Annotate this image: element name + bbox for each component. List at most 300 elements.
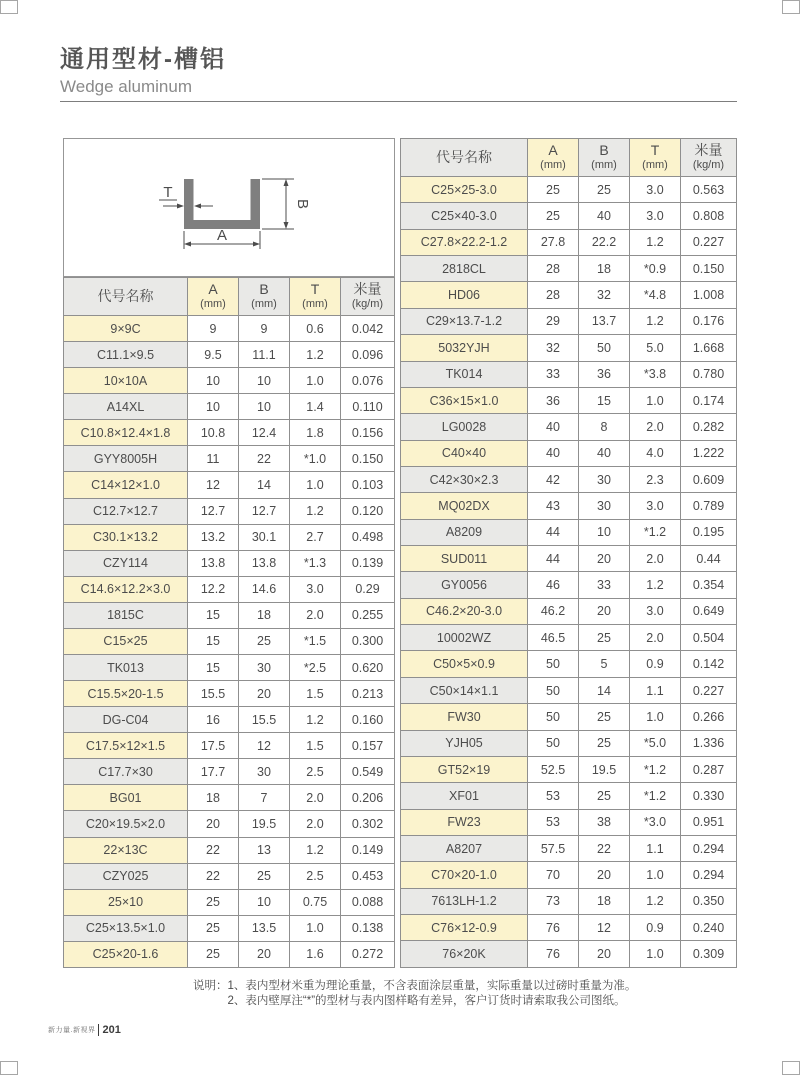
cell-b: 14.6 xyxy=(239,576,290,602)
cell-t: 5.0 xyxy=(630,335,681,361)
cell-t: 2.3 xyxy=(630,466,681,492)
header-divider xyxy=(60,101,737,102)
cell-t: *3.8 xyxy=(630,361,681,387)
cell-code-name: 25×10 xyxy=(64,889,188,915)
table-row xyxy=(401,546,737,572)
dim-label-a: A xyxy=(216,227,228,244)
cell-b: 14 xyxy=(579,677,630,703)
cell-b: 25 xyxy=(579,704,630,730)
cell-t: *1.0 xyxy=(290,446,341,472)
cell-b: 25 xyxy=(239,628,290,654)
cell-b: 25 xyxy=(579,783,630,809)
cell-weight: 0.309 xyxy=(681,941,737,968)
cell-code-name: C50×14×1.1 xyxy=(401,677,528,703)
cell-a: 57.5 xyxy=(528,835,579,861)
cell-b: 15 xyxy=(579,387,630,413)
table-row xyxy=(401,572,737,598)
table-row xyxy=(401,941,737,968)
table-row xyxy=(401,756,737,782)
cell-t: *2.5 xyxy=(290,655,341,681)
cell-b: 30.1 xyxy=(239,524,290,550)
cell-b: 10 xyxy=(579,519,630,545)
cell-a: 76 xyxy=(528,915,579,941)
table-row xyxy=(64,628,395,654)
note-line-2: 2、表内壁厚注“*”的型材与表内图样略有差异，客户订货时请索取我公司图纸。 xyxy=(227,995,626,1007)
cell-b: 8 xyxy=(579,414,630,440)
cell-weight: 0.138 xyxy=(341,915,395,941)
cell-code-name: C30.1×13.2 xyxy=(64,524,188,550)
table-row xyxy=(64,524,395,550)
table-row xyxy=(401,203,737,229)
table-row xyxy=(401,625,737,651)
cell-t: 2.5 xyxy=(290,863,341,889)
cell-b: 18 xyxy=(579,888,630,914)
cell-a: 73 xyxy=(528,888,579,914)
cell-b: 32 xyxy=(579,282,630,308)
cell-code-name: C11.1×9.5 xyxy=(64,342,188,368)
cell-t: 1.0 xyxy=(630,862,681,888)
cell-weight: 0.498 xyxy=(341,524,395,550)
cell-t: 1.2 xyxy=(630,572,681,598)
cell-t: 2.5 xyxy=(290,759,341,785)
cell-t: 2.0 xyxy=(630,546,681,572)
cell-code-name: 10×10A xyxy=(64,368,188,394)
cell-weight: 0.255 xyxy=(341,602,395,628)
table-row xyxy=(64,316,395,342)
cell-weight: 0.300 xyxy=(341,628,395,654)
cell-t: 2.7 xyxy=(290,524,341,550)
cell-b: 9 xyxy=(239,316,290,342)
cell-b: 14 xyxy=(239,472,290,498)
cell-weight: 0.302 xyxy=(341,811,395,837)
cell-b: 40 xyxy=(579,203,630,229)
cell-code-name: C10.8×12.4×1.8 xyxy=(64,420,188,446)
cell-weight: 0.549 xyxy=(341,759,395,785)
cell-a: 10.8 xyxy=(188,420,239,446)
cell-b: 22 xyxy=(239,446,290,472)
table-row xyxy=(401,387,737,413)
cell-weight: 0.266 xyxy=(681,704,737,730)
cell-b: 18 xyxy=(579,256,630,282)
table-row xyxy=(64,733,395,759)
cell-a: 25 xyxy=(528,203,579,229)
cell-a: 46.2 xyxy=(528,598,579,624)
cell-a: 22 xyxy=(188,863,239,889)
cell-b: 30 xyxy=(239,655,290,681)
cell-code-name: C15.5×20-1.5 xyxy=(64,681,188,707)
table-row xyxy=(64,707,395,733)
table-row xyxy=(64,785,395,811)
cell-weight: 0.176 xyxy=(681,308,737,334)
cell-weight: 0.195 xyxy=(681,519,737,545)
cell-code-name: C42×30×2.3 xyxy=(401,466,528,492)
page-header xyxy=(60,46,737,97)
cell-t: 3.0 xyxy=(630,493,681,519)
corner-mark xyxy=(0,0,18,14)
table-row xyxy=(401,730,737,756)
cell-weight: 0.29 xyxy=(341,576,395,602)
cell-code-name: 2818CL xyxy=(401,256,528,282)
cell-code-name: C25×20-1.6 xyxy=(64,941,188,967)
cell-t: 1.0 xyxy=(630,387,681,413)
dim-label-b: B xyxy=(294,198,311,210)
cell-code-name: GYY8005H xyxy=(64,446,188,472)
cell-code-name: C25×25-3.0 xyxy=(401,177,528,203)
table-row xyxy=(64,420,395,446)
table-row xyxy=(401,414,737,440)
cell-code-name: SUD011 xyxy=(401,546,528,572)
notes-label: 说明： xyxy=(193,980,228,992)
page-subtitle: Wedge aluminum xyxy=(60,77,192,96)
cell-t: 1.5 xyxy=(290,733,341,759)
cell-weight: 0.649 xyxy=(681,598,737,624)
cell-code-name: 10002WZ xyxy=(401,625,528,651)
cell-code-name: FW23 xyxy=(401,809,528,835)
cell-t: 2.0 xyxy=(290,785,341,811)
cell-code-name: C76×12-0.9 xyxy=(401,915,528,941)
cell-code-name: DG-C04 xyxy=(64,707,188,733)
corner-mark xyxy=(782,1061,800,1075)
channel-cross-section xyxy=(64,139,394,276)
cell-b: 13.7 xyxy=(579,308,630,334)
table-row xyxy=(401,598,737,624)
cell-t: 1.0 xyxy=(290,368,341,394)
cell-b: 25 xyxy=(579,730,630,756)
table-row xyxy=(64,394,395,420)
table-row xyxy=(401,229,737,255)
cell-b: 22 xyxy=(579,835,630,861)
cell-t: *5.0 xyxy=(630,730,681,756)
table-row xyxy=(64,550,395,576)
cell-code-name: LG0028 xyxy=(401,414,528,440)
header-a: A (mm) xyxy=(528,139,579,177)
cell-b: 38 xyxy=(579,809,630,835)
cell-a: 25 xyxy=(188,941,239,967)
cell-b: 18 xyxy=(239,602,290,628)
cell-t: 1.4 xyxy=(290,394,341,420)
table-row xyxy=(401,783,737,809)
cell-t: *1.2 xyxy=(630,756,681,782)
cell-code-name: 76×20K xyxy=(401,941,528,968)
cell-code-name: GY0056 xyxy=(401,572,528,598)
cell-weight: 0.150 xyxy=(681,256,737,282)
page-footer xyxy=(48,1024,121,1036)
cell-t: 1.8 xyxy=(290,420,341,446)
cell-weight: 0.227 xyxy=(681,677,737,703)
header-t: T (mm) xyxy=(290,278,341,316)
table-row xyxy=(401,915,737,941)
cell-weight: 0.213 xyxy=(341,681,395,707)
profile-diagram xyxy=(63,138,395,277)
cell-b: 20 xyxy=(579,546,630,572)
cell-t: 0.9 xyxy=(630,915,681,941)
cell-a: 13.8 xyxy=(188,550,239,576)
cell-weight: 0.206 xyxy=(341,785,395,811)
cell-weight: 0.272 xyxy=(341,941,395,967)
table-row xyxy=(401,256,737,282)
cell-weight: 0.453 xyxy=(341,863,395,889)
cell-weight: 1.008 xyxy=(681,282,737,308)
table-row xyxy=(64,941,395,967)
table-row xyxy=(64,368,395,394)
cell-b: 25 xyxy=(239,863,290,889)
cell-weight: 0.330 xyxy=(681,783,737,809)
cell-a: 27.8 xyxy=(528,229,579,255)
cell-a: 20 xyxy=(188,811,239,837)
cell-a: 70 xyxy=(528,862,579,888)
cell-code-name: MQ02DX xyxy=(401,493,528,519)
table-row xyxy=(64,342,395,368)
table-row xyxy=(64,498,395,524)
cell-b: 13.5 xyxy=(239,915,290,941)
cell-code-name: GT52×19 xyxy=(401,756,528,782)
cell-code-name: C25×13.5×1.0 xyxy=(64,915,188,941)
cell-t: *1.2 xyxy=(630,519,681,545)
cell-code-name: TK013 xyxy=(64,655,188,681)
cell-t: *4.8 xyxy=(630,282,681,308)
cell-weight: 0.156 xyxy=(341,420,395,446)
cell-code-name: C14.6×12.2×3.0 xyxy=(64,576,188,602)
table-row xyxy=(401,704,737,730)
cell-code-name: C17.7×30 xyxy=(64,759,188,785)
cell-a: 46.5 xyxy=(528,625,579,651)
cell-code-name: TK014 xyxy=(401,361,528,387)
cell-weight: 0.354 xyxy=(681,572,737,598)
cell-a: 25 xyxy=(188,889,239,915)
cell-t: 1.2 xyxy=(630,888,681,914)
cell-code-name: A14XL xyxy=(64,394,188,420)
cell-weight: 0.157 xyxy=(341,733,395,759)
cell-a: 15 xyxy=(188,602,239,628)
cell-weight: 0.240 xyxy=(681,915,737,941)
cell-t: 1.0 xyxy=(290,472,341,498)
cell-a: 46 xyxy=(528,572,579,598)
cell-t: 1.0 xyxy=(290,915,341,941)
cell-b: 25 xyxy=(579,625,630,651)
cell-weight: 0.142 xyxy=(681,651,737,677)
cell-a: 17.5 xyxy=(188,733,239,759)
cell-a: 44 xyxy=(528,519,579,545)
table-row xyxy=(401,862,737,888)
table-row xyxy=(64,681,395,707)
cell-code-name: C36×15×1.0 xyxy=(401,387,528,413)
left-spec-table xyxy=(63,277,395,968)
cell-weight: 0.808 xyxy=(681,203,737,229)
cell-a: 9 xyxy=(188,316,239,342)
cell-b: 33 xyxy=(579,572,630,598)
cell-t: 2.0 xyxy=(630,414,681,440)
cell-a: 22 xyxy=(188,837,239,863)
table-row xyxy=(401,466,737,492)
cell-a: 18 xyxy=(188,785,239,811)
cell-code-name: A8207 xyxy=(401,835,528,861)
channel-shape xyxy=(184,179,260,229)
cell-b: 20 xyxy=(579,862,630,888)
cell-b: 12 xyxy=(579,915,630,941)
cell-t: 3.0 xyxy=(630,598,681,624)
cell-code-name: XF01 xyxy=(401,783,528,809)
table-row xyxy=(64,655,395,681)
cell-code-name: 5032YJH xyxy=(401,335,528,361)
cell-a: 28 xyxy=(528,282,579,308)
table-row xyxy=(401,651,737,677)
table-row xyxy=(401,361,737,387)
cell-b: 7 xyxy=(239,785,290,811)
cell-t: 1.2 xyxy=(630,229,681,255)
cell-b: 13 xyxy=(239,837,290,863)
header-code-name: 代号名称 xyxy=(64,278,188,316)
cell-weight: 0.350 xyxy=(681,888,737,914)
cell-t: 1.1 xyxy=(630,677,681,703)
cell-weight: 0.951 xyxy=(681,809,737,835)
table-row xyxy=(64,472,395,498)
header-a: A (mm) xyxy=(188,278,239,316)
cell-weight: 0.110 xyxy=(341,394,395,420)
cell-a: 15 xyxy=(188,628,239,654)
table-row xyxy=(64,576,395,602)
cell-a: 52.5 xyxy=(528,756,579,782)
cell-t: 1.0 xyxy=(630,941,681,968)
cell-weight: 0.563 xyxy=(681,177,737,203)
cell-code-name: BG01 xyxy=(64,785,188,811)
cell-weight: 0.789 xyxy=(681,493,737,519)
cell-t: 1.6 xyxy=(290,941,341,967)
cell-a: 53 xyxy=(528,783,579,809)
table-row xyxy=(401,809,737,835)
cell-b: 19.5 xyxy=(579,756,630,782)
cell-b: 19.5 xyxy=(239,811,290,837)
table-row xyxy=(401,308,737,334)
cell-t: 1.0 xyxy=(630,704,681,730)
cell-a: 53 xyxy=(528,809,579,835)
cell-a: 44 xyxy=(528,546,579,572)
cell-code-name: YJH05 xyxy=(401,730,528,756)
cell-b: 10 xyxy=(239,889,290,915)
cell-a: 12 xyxy=(188,472,239,498)
header-code-name: 代号名称 xyxy=(401,139,528,177)
page-number: 201 xyxy=(102,1024,121,1036)
cell-weight: 1.222 xyxy=(681,440,737,466)
footer-brand: 新力量.新视界 xyxy=(48,1027,96,1034)
cell-a: 16 xyxy=(188,707,239,733)
cell-weight: 0.294 xyxy=(681,862,737,888)
corner-mark xyxy=(0,1061,18,1075)
corner-mark xyxy=(782,0,800,14)
table-row xyxy=(401,282,737,308)
cell-t: 1.5 xyxy=(290,681,341,707)
cell-t: *1.2 xyxy=(630,783,681,809)
cell-a: 29 xyxy=(528,308,579,334)
cell-b: 10 xyxy=(239,394,290,420)
cell-t: 3.0 xyxy=(290,576,341,602)
cell-weight: 0.088 xyxy=(341,889,395,915)
table-row xyxy=(401,335,737,361)
cell-t: 1.2 xyxy=(290,342,341,368)
cell-b: 20 xyxy=(239,681,290,707)
cell-a: 10 xyxy=(188,368,239,394)
cell-weight: 0.609 xyxy=(681,466,737,492)
cell-a: 12.2 xyxy=(188,576,239,602)
cell-weight: 0.174 xyxy=(681,387,737,413)
cell-code-name: C17.5×12×1.5 xyxy=(64,733,188,759)
cell-t: 3.0 xyxy=(630,203,681,229)
cell-a: 40 xyxy=(528,440,579,466)
cell-b: 5 xyxy=(579,651,630,677)
cell-b: 13.8 xyxy=(239,550,290,576)
cell-code-name: C70×20-1.0 xyxy=(401,862,528,888)
cell-code-name: C25×40-3.0 xyxy=(401,203,528,229)
cell-code-name: 22×13C xyxy=(64,837,188,863)
cell-a: 15.5 xyxy=(188,681,239,707)
cell-b: 25 xyxy=(579,177,630,203)
cell-a: 32 xyxy=(528,335,579,361)
cell-b: 12.7 xyxy=(239,498,290,524)
cell-b: 30 xyxy=(579,493,630,519)
cell-a: 50 xyxy=(528,730,579,756)
cell-t: 4.0 xyxy=(630,440,681,466)
cell-t: *1.3 xyxy=(290,550,341,576)
table-row xyxy=(64,915,395,941)
cell-t: *1.5 xyxy=(290,628,341,654)
cell-t: 1.2 xyxy=(630,308,681,334)
cell-a: 50 xyxy=(528,704,579,730)
table-row xyxy=(64,863,395,889)
table-row xyxy=(401,177,737,203)
cell-weight: 0.042 xyxy=(341,316,395,342)
cell-code-name: C50×5×0.9 xyxy=(401,651,528,677)
cell-code-name: 9×9C xyxy=(64,316,188,342)
cell-t: 2.0 xyxy=(630,625,681,651)
notes xyxy=(193,979,636,1009)
cell-weight: 0.096 xyxy=(341,342,395,368)
cell-t: 0.6 xyxy=(290,316,341,342)
cell-a: 17.7 xyxy=(188,759,239,785)
cell-weight: 0.120 xyxy=(341,498,395,524)
page-title: 通用型材-槽铝 xyxy=(60,46,226,73)
cell-a: 15 xyxy=(188,655,239,681)
table-row xyxy=(64,446,395,472)
table-header-row xyxy=(401,139,737,177)
cell-a: 42 xyxy=(528,466,579,492)
cell-a: 10 xyxy=(188,394,239,420)
cell-b: 20 xyxy=(579,598,630,624)
cell-code-name: A8209 xyxy=(401,519,528,545)
cell-a: 12.7 xyxy=(188,498,239,524)
table-row xyxy=(401,888,737,914)
table-row xyxy=(401,493,737,519)
cell-t: *3.0 xyxy=(630,809,681,835)
cell-a: 76 xyxy=(528,941,579,968)
cell-t: *0.9 xyxy=(630,256,681,282)
cell-a: 9.5 xyxy=(188,342,239,368)
table-row xyxy=(64,889,395,915)
dim-label-t: T xyxy=(163,184,173,201)
table-row xyxy=(401,519,737,545)
table-header-row xyxy=(64,278,395,316)
cell-b: 12.4 xyxy=(239,420,290,446)
cell-code-name: C15×25 xyxy=(64,628,188,654)
cell-weight: 0.287 xyxy=(681,756,737,782)
cell-weight: 0.139 xyxy=(341,550,395,576)
cell-weight: 0.504 xyxy=(681,625,737,651)
cell-t: 0.75 xyxy=(290,889,341,915)
cell-weight: 0.294 xyxy=(681,835,737,861)
cell-a: 13.2 xyxy=(188,524,239,550)
cell-weight: 0.780 xyxy=(681,361,737,387)
cell-b: 40 xyxy=(579,440,630,466)
cell-b: 50 xyxy=(579,335,630,361)
footer-divider xyxy=(98,1024,99,1036)
